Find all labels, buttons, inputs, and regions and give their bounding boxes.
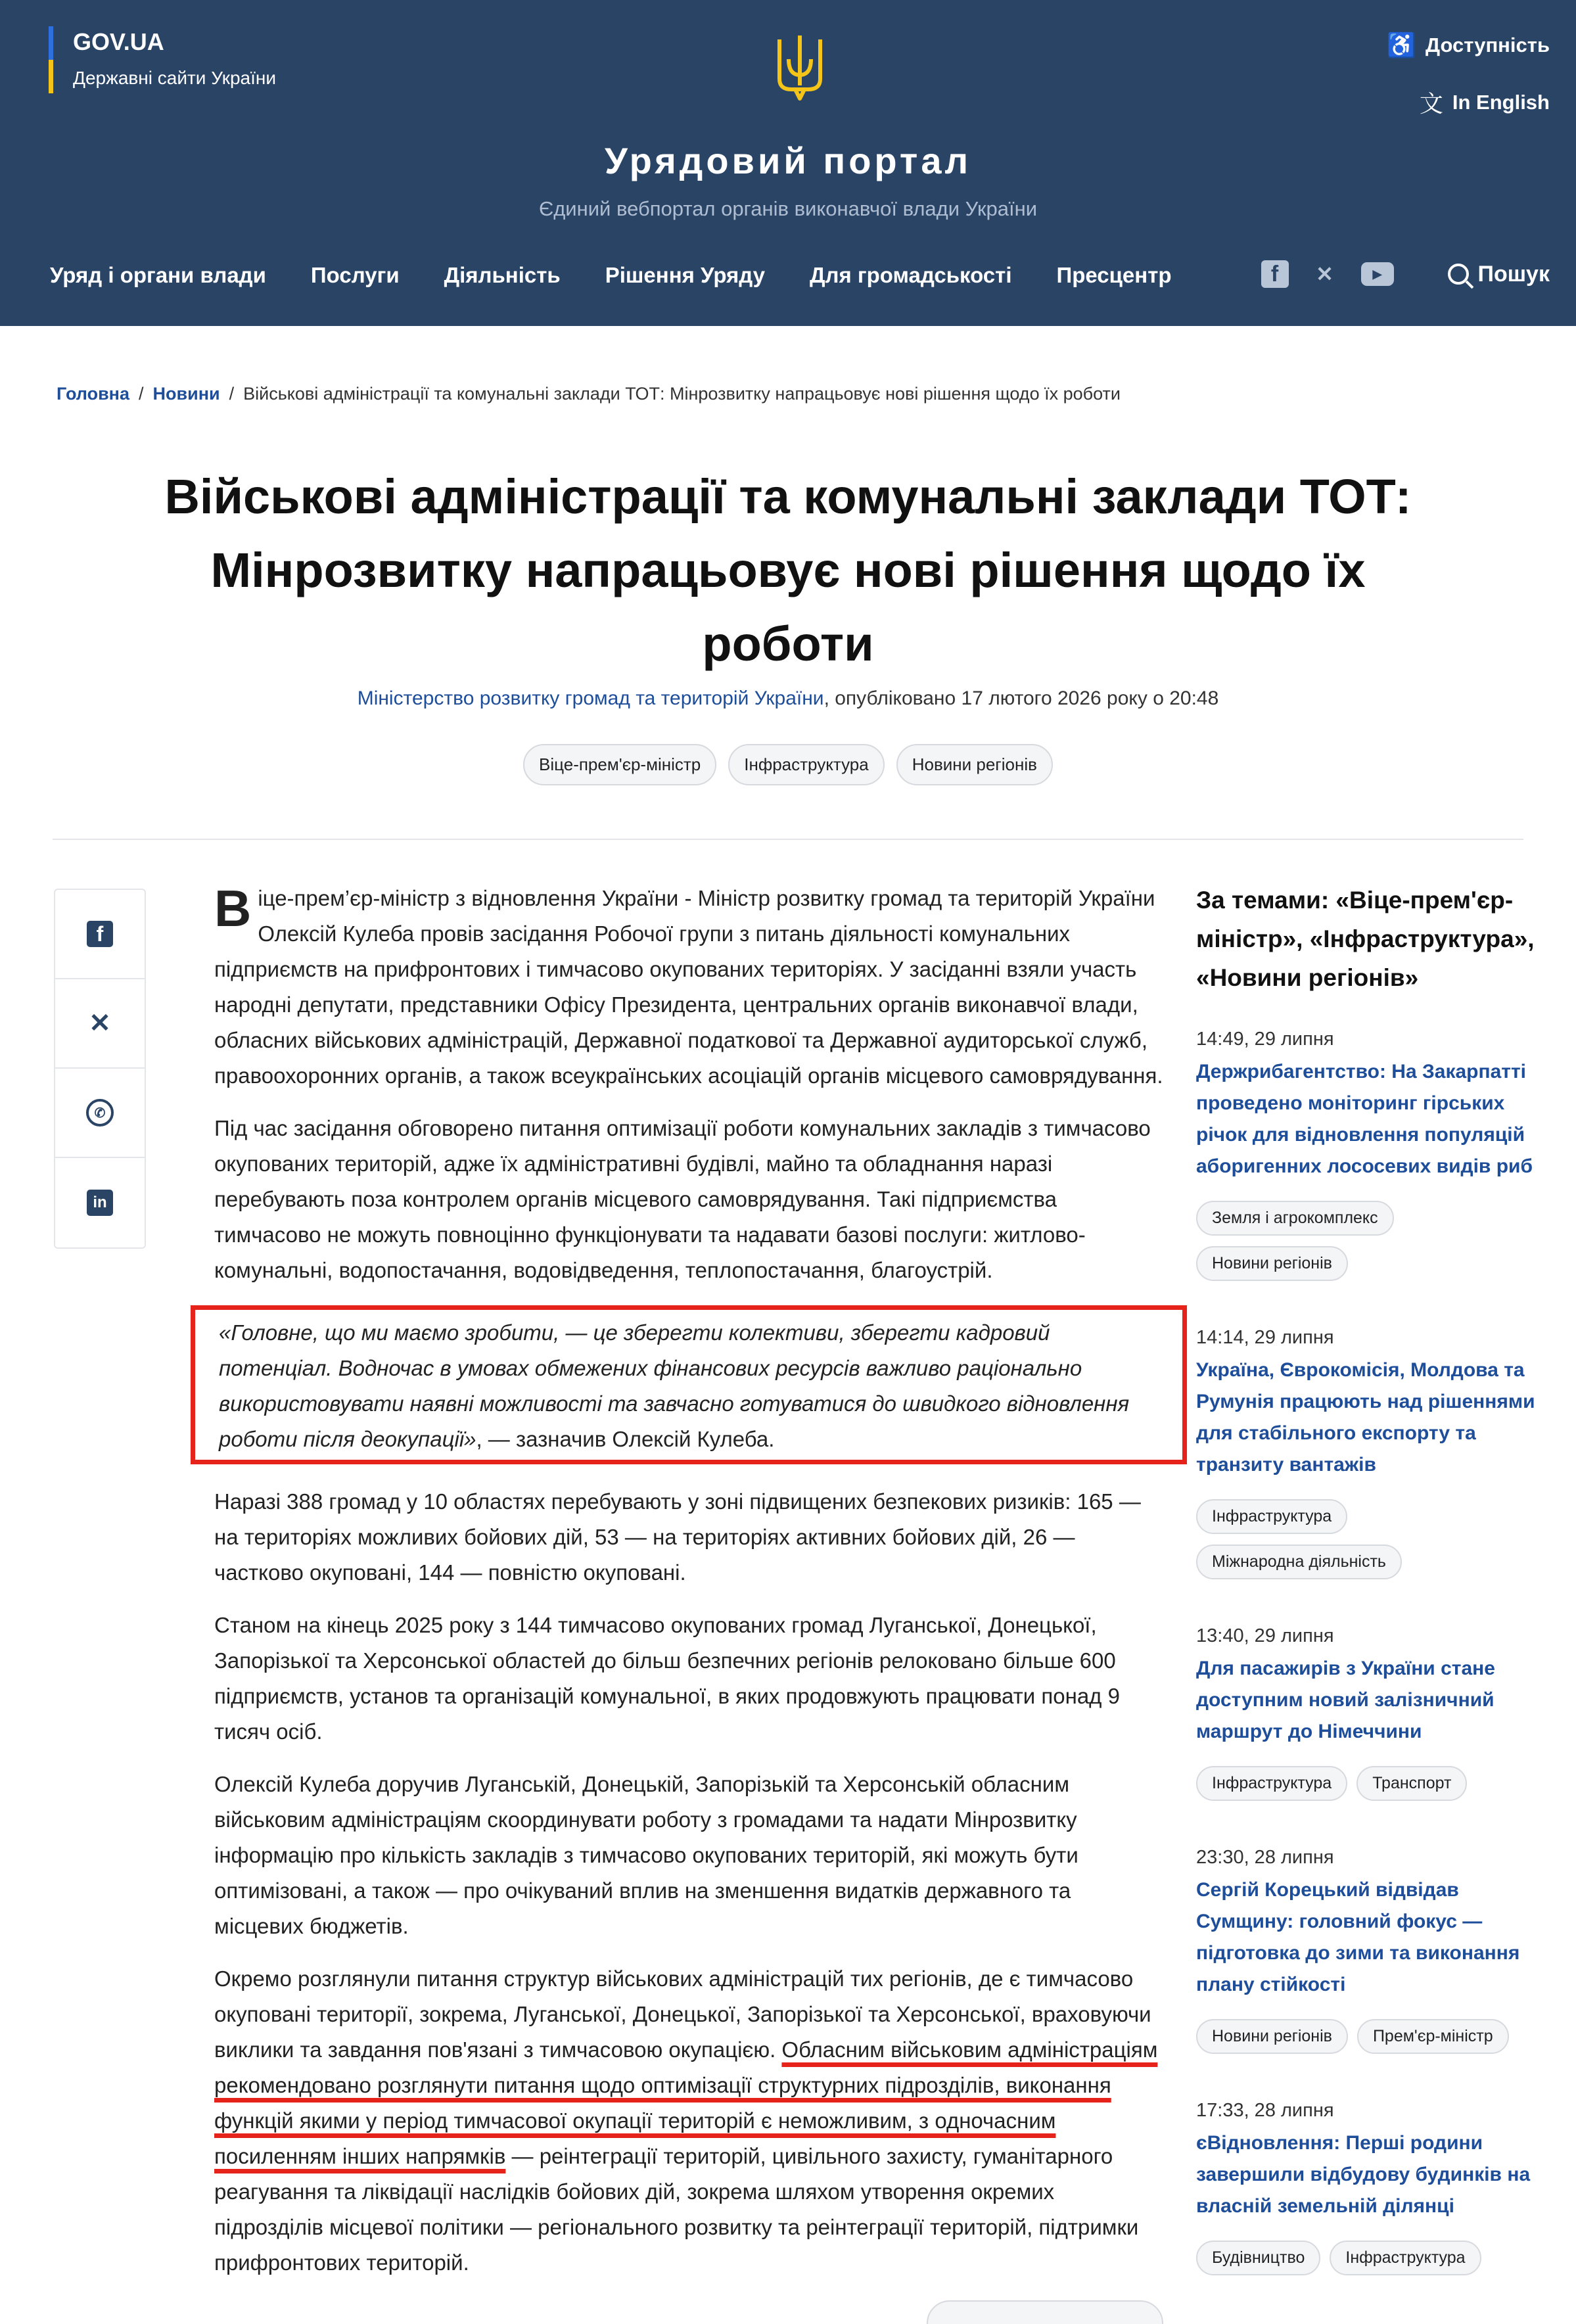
gov-ua-title: GOV.UA <box>73 28 164 55</box>
news-tag[interactable]: Будівництво <box>1196 2241 1320 2275</box>
article-tags <box>0 744 1576 785</box>
language-switch[interactable] <box>1420 85 1550 119</box>
search-label: Пошук <box>1477 261 1550 287</box>
news-tag[interactable]: Земля і агрокомплекс <box>1196 1201 1394 1236</box>
news-link[interactable]: єВідновлення: Перші родини завершили відбудову будинків на власній земельній ділянці <box>1196 2132 1531 2217</box>
list-item <box>1196 1844 1551 2054</box>
portal-title[interactable]: Урядовий портал <box>604 140 972 181</box>
news-date: 14:49, 29 липня <box>1196 1029 1334 1050</box>
nav-item-services[interactable]: Послуги <box>310 263 400 287</box>
breadcrumb-news[interactable]: Новини <box>152 384 220 404</box>
paragraph: Окремо розглянули питання структур військових адміністрацій тих регіонів, де є тимчасово окуповані території, зокрема, Луганської, Донецької, Запорізької та Херсонської, враховуючи виклики та завдання пов'язані з тимчасовою окупацією. Обласним військовим адміністраціям рекомендовано розглянути питання щодо оптимізації структурних підрозділів, виконання функцій якими у період тимчасової окупації територій є неможливим, з одночасним посиленням інших напрямків — реінтеграції територій, цивільного захисту, гуманітарного реагування та ліквідації наслідків бойових дій, зокрема шляхом утворення окремих підрозділів місцевої політики — регіонального розвитку та реінтеграції територій, підтримки прифронтових територій. <box>214 1966 1158 2275</box>
news-link[interactable]: Для пасажирів з України стане доступним новий залізничний маршрут до Німеччини <box>1196 1658 1495 1742</box>
breadcrumb-home[interactable]: Головна <box>57 384 129 404</box>
list-item <box>1196 2097 1551 2275</box>
paragraph: Олексій Кулеба доручив Луганській, Донецькій, Запорізькій та Херсонській обласним військовим адміністраціям скоординувати роботу з громадами та надати Мінрозвитку інформацію про кількість закладів з тимчасово окупованих територій, які можуть бути оптимізовані, а також — про очікуваний вплив на зменшення видатків державного та місцевих бюджетів. <box>214 1772 1078 1938</box>
tag-regions[interactable]: Новини регіонів <box>896 744 1053 785</box>
page-title: Військові адміністрації та комунальні заклади ТОТ: Мінрозвитку напрацьовує нові рішення щодо їх роботи <box>164 469 1412 671</box>
share-facebook-button[interactable] <box>55 890 145 979</box>
quote-attribution: , — зазначив Олексій Кулеба. <box>476 1427 775 1451</box>
news-tag[interactable]: Транспорт <box>1356 1766 1467 1801</box>
print-button[interactable] <box>927 2300 1163 2324</box>
news-link[interactable]: Сергій Корецький відвідав Сумщину: головний фокус — підготовка до зими та виконання плану стійкості <box>1196 1879 1520 1995</box>
portal-subtitle: Єдиний вебпортал органів виконавчої влади України <box>538 197 1038 220</box>
news-link[interactable]: Держрибагентство: На Закарпатті проведено моніторинг гірських річок для відновлення популяцій аборигенних лососевих видів риб <box>1196 1061 1533 1177</box>
list-item <box>1196 1623 1551 1801</box>
gov-ua-link[interactable] <box>49 26 276 93</box>
paragraph: Під час засідання обговорено питання оптимізації роботи комунальних закладів з тимчасово окупованих територій, адже їх адміністративні будівлі, майно та обладнання наразі перебувають поза контролем органів місцевого самоврядування. Такі підприємства тимчасово не можуть повноцінно функціонувати та надавати базові послуги: житлово-комунальні, водопостачання, водовідведення, теплопостачання, благоустрій. <box>214 1116 1151 1282</box>
quote-text: «Головне, що ми маємо зробити, — це зберегти колективи, зберегти кадровий потенціал. Водночас в умовах обмежених фінансових ресурсів важливо раціонально використовувати наявні можливості та завчасно готуватися до швидкого відновлення роботи після деокупації» <box>219 1320 1130 1451</box>
search-icon <box>1448 264 1469 285</box>
nav-item-activity[interactable]: Діяльність <box>444 263 561 287</box>
paragraph: Наразі 388 громад у 10 областях перебувають у зоні підвищених безпекових ризиків: 165 — на територіях можливих бойових дій, 53 — на територіях активних бойових дій, 26 — частково окуповані, 144 — повністю окуповані. <box>214 1489 1141 1585</box>
linkedin-icon: in <box>87 1190 113 1216</box>
share-whatsapp-button[interactable] <box>55 1069 145 1158</box>
translate-icon: 文 <box>1419 90 1443 117</box>
accessibility-icon: ♿ <box>1387 32 1417 58</box>
site-header <box>0 0 1576 326</box>
share-linkedin-button[interactable] <box>55 1158 145 1247</box>
news-tag[interactable]: Міжнародна діяльність <box>1196 1545 1402 1579</box>
social-links <box>1261 260 1550 288</box>
news-tag[interactable]: Новини регіонів <box>1196 2019 1348 2054</box>
paragraph: Віце-прем’єр-міністр з відновлення України - Міністр розвитку громад та територій України Олексій Кулеба провів засідання Робочої групи з питань діяльності комунальних підприємств на прифронтових і тимчасово окупованих територіях. У засіданні взяли участь народні депутати, представники Офісу Президента, центральних органів виконавчої влади, обласних військових адміністрацій, Державної податкової та Державної аудиторської служб, правоохоронних органів, а також всеукраїнських асоціацій органів місцевого самоврядування. <box>214 879 1163 1088</box>
list-item <box>1196 1026 1551 1281</box>
language-label: In English <box>1452 90 1550 114</box>
news-tag[interactable]: Інфраструктура <box>1196 1766 1347 1801</box>
breadcrumb-separator: / <box>229 384 235 404</box>
paragraph: Станом на кінець 2025 року з 144 тимчасово окупованих громад Луганської, Донецької, Запорізької та Херсонської областей до більш безпечних регіонів релоковано більше 600 підприємств, установ та організацій комунальної, в яких продовжують працювати понад 9 тисяч осіб. <box>214 1613 1120 1744</box>
news-tag[interactable]: Новини регіонів <box>1196 1246 1348 1281</box>
facebook-icon: f <box>87 921 113 947</box>
news-tag[interactable]: Інфраструктура <box>1196 1499 1347 1534</box>
breadcrumb-separator: / <box>139 384 144 404</box>
main-nav <box>50 263 1172 288</box>
divider <box>53 839 1523 840</box>
news-link[interactable]: Україна, Єврокомісія, Молдова та Румунія працюють над рішеннями для стабільного експорту та транзиту вантажів <box>1196 1359 1535 1476</box>
share-x-button[interactable] <box>55 979 145 1069</box>
facebook-icon[interactable]: f <box>1261 260 1289 288</box>
nav-item-press[interactable]: Пресцентр <box>1056 263 1172 287</box>
breadcrumb-current: Військові адміністрації та комунальні заклади ТОТ: Мінрозвитку напрацьовує нові рішення щодо їх роботи <box>243 384 1121 404</box>
nav-item-public[interactable]: Для громадськості <box>810 263 1012 287</box>
x-icon[interactable]: ✕ <box>1316 262 1333 286</box>
sidebar-heading: За темами: «Віце-прем'єр-міністр», «Інфраструктура», «Новини регіонів» <box>1196 887 1535 991</box>
news-date: 14:14, 29 липня <box>1196 1327 1334 1348</box>
highlighted-quote <box>191 1305 1187 1464</box>
breadcrumb <box>57 384 1121 404</box>
author-link[interactable]: Міністерство розвитку громад та територій України <box>357 687 824 709</box>
related-sidebar <box>1196 881 1551 2319</box>
nav-item-government[interactable]: Уряд і органи влади <box>50 263 266 287</box>
published-date: , опубліковано 17 лютого 2026 року о 20:48 <box>823 687 1219 709</box>
tag-infrastructure[interactable]: Інфраструктура <box>728 744 884 785</box>
x-icon: ✕ <box>89 1009 111 1038</box>
nav-item-decisions[interactable]: Рішення Уряду <box>605 263 765 287</box>
news-date: 23:30, 28 липня <box>1196 1847 1334 1868</box>
news-tag[interactable]: Прем'єр-міністр <box>1357 2019 1509 2054</box>
search-button[interactable] <box>1448 262 1550 287</box>
list-item <box>1196 1324 1551 1579</box>
news-date: 13:40, 29 липня <box>1196 1625 1334 1646</box>
dropcap: В <box>214 879 252 937</box>
whatsapp-icon: ✆ <box>86 1099 114 1127</box>
share-bar <box>54 889 146 1249</box>
underlined-text: Обласним військовим адміністраціям рекомендовано розглянути питання щодо оптимізації структурних підрозділів, виконання функцій якими у період тимчасової окупації територій є неможливим, з одночасним посиленням інших напрямків <box>214 2037 1158 2168</box>
accessibility-label: Доступність <box>1425 34 1550 57</box>
accessibility-button[interactable] <box>1387 32 1550 59</box>
youtube-icon[interactable]: ▶ <box>1361 262 1394 286</box>
article-meta <box>0 687 1576 710</box>
gov-ua-subtitle: Державні сайти України <box>73 68 277 88</box>
article-body <box>214 881 1163 2298</box>
news-date: 17:33, 28 липня <box>1196 2100 1334 2121</box>
tag-vice-pm[interactable]: Віце-прем'єр-міністр <box>523 744 716 785</box>
trident-icon[interactable] <box>776 33 824 101</box>
news-tag[interactable]: Інфраструктура <box>1330 2241 1481 2275</box>
